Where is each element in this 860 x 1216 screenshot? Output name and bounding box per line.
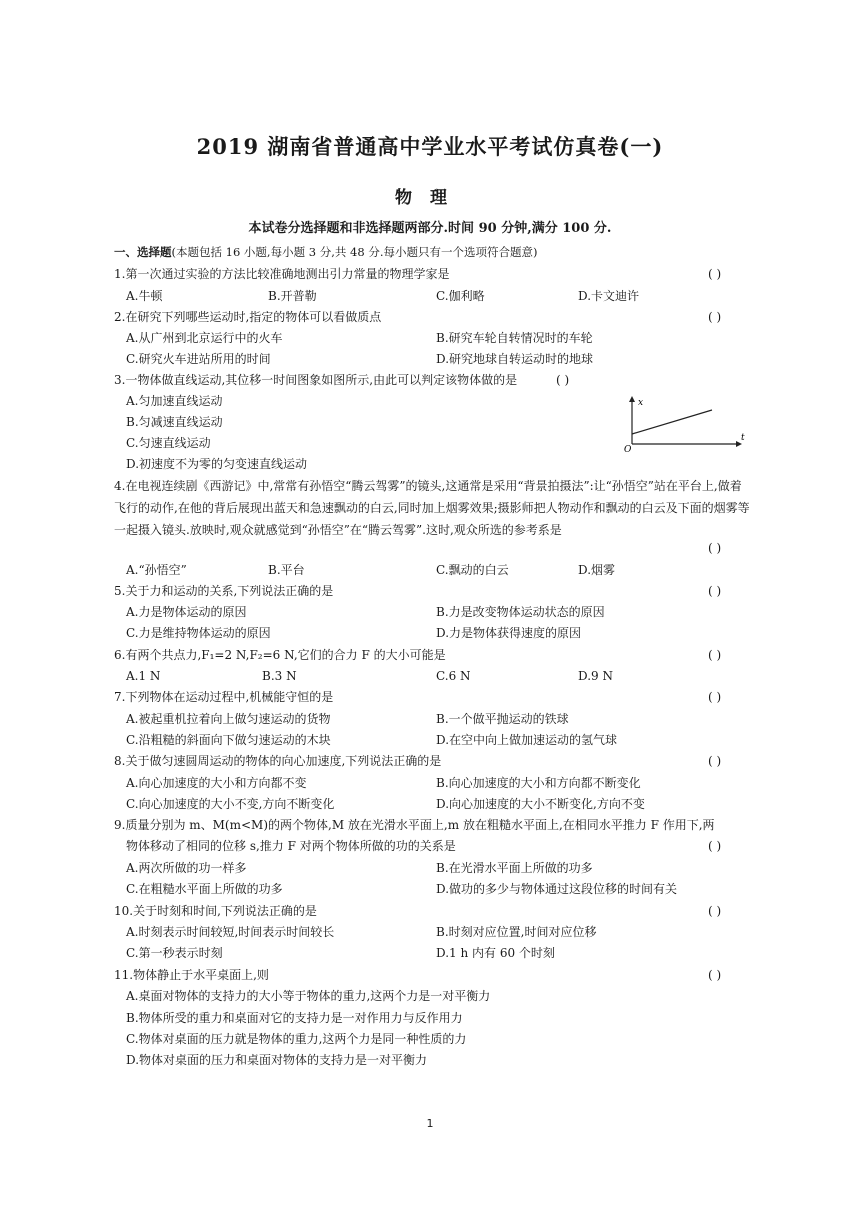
- graph-line: [632, 410, 712, 434]
- option: D.卡文迪许: [578, 289, 640, 303]
- option: A.被起重机拉着向上做匀速运动的货物: [126, 712, 331, 726]
- question-stem: 1.第一次通过实验的方法比较准确地测出引力常量的物理学家是: [114, 267, 450, 281]
- option: D.力是物体获得速度的原因: [436, 626, 582, 640]
- subject-title: 物理: [395, 188, 465, 208]
- option: C.第一秒表示时刻: [126, 946, 223, 960]
- option: C.力是维持物体运动的原因: [126, 626, 271, 640]
- option: A.向心加速度的大小和方向都不变: [126, 776, 307, 790]
- option: D.做功的多少与物体通过这段位移的时间有关: [436, 882, 678, 896]
- option: C.飘动的白云: [436, 563, 509, 577]
- option: C.伽利略: [436, 289, 485, 303]
- option: A.“孙悟空”: [126, 563, 187, 577]
- question-stem: 11.物体静止于水平桌面上,则: [114, 968, 269, 982]
- question-stem: 10.关于时刻和时间,下列说法正确的是: [114, 904, 317, 918]
- option: A.时刻表示时间较短,时间表示时间较长: [126, 925, 335, 939]
- option: B.研究车轮自转情况时的车轮: [436, 331, 593, 345]
- answer-bracket: ( ): [708, 839, 722, 853]
- option: A.力是物体运动的原因: [126, 605, 247, 619]
- option: C.6 N: [436, 669, 471, 683]
- answer-bracket: ( ): [556, 373, 570, 387]
- section-title: 一、选择题: [114, 245, 172, 259]
- answer-bracket: ( ): [708, 968, 722, 982]
- option: B.一个做平抛运动的铁球: [436, 712, 569, 726]
- option: B.物体所受的重力和桌面对它的支持力是一对作用力与反作用力: [126, 1011, 463, 1025]
- question-stem: 6.有两个共点力,F₁=2 N,F₂=6 N,它们的合力 F 的大小可能是: [114, 648, 446, 662]
- option: C.在粗糙水平面上所做的功多: [126, 882, 283, 896]
- option: D.物体对桌面的压力和桌面对物体的支持力是一对平衡力: [126, 1053, 428, 1067]
- option: D.研究地球自转运动时的地球: [436, 352, 594, 366]
- option: C.研究火车进站所用的时间: [126, 352, 271, 366]
- option: B.开普勒: [268, 289, 317, 303]
- question-stem: 5.关于力和运动的关系,下列说法正确的是: [114, 584, 334, 598]
- option: B.在光滑水平面上所做的功多: [436, 861, 593, 875]
- question-stem: 3.一物体做直线运动,其位移一时间图象如图所示,由此可以判定该物体做的是: [114, 373, 518, 387]
- option: D.初速度不为零的匀变速直线运动: [126, 457, 308, 471]
- answer-bracket: ( ): [708, 904, 722, 918]
- answer-bracket: ( ): [708, 648, 722, 662]
- y-axis-arrow: [629, 396, 635, 402]
- option: C.物体对桌面的压力就是物体的重力,这两个力是同一种性质的力: [126, 1032, 467, 1046]
- option: C.向心加速度的大小不变,方向不断变化: [126, 797, 335, 811]
- answer-bracket: ( ): [708, 584, 722, 598]
- position-time-graph: [618, 396, 748, 452]
- y-axis-label: x: [638, 398, 644, 408]
- option: D.在空中向上做加速运动的氢气球: [436, 733, 618, 747]
- question-stem: 8.关于做匀速圆周运动的物体的向心加速度,下列说法正确的是: [114, 754, 442, 768]
- question-stem: 2.在研究下列哪些运动时,指定的物体可以看做质点: [114, 310, 382, 324]
- option: A.1 N: [126, 669, 161, 683]
- question-stem: 4.在电视连续剧《西游记》中,常常有孙悟空“腾云驾雾”的镜头,这通常是采用“背景拍摄法”:让“孙悟空”站在平台上,做着飞行的动作,在他的背后展现出蓝天和急速飘动的白云,同时加上烟雾效果;摄影师把人物动作和飘动的白云及下面的烟雾等一起摄入镜头.放映时,观众就感觉到“孙悟空”在“腾云驾雾”.这时,观众所选的参考系是: [114, 479, 750, 537]
- section-note: (本题包括 16 小题,每小题 3 分,共 48 分.每小题只有一个选项符合题意): [171, 245, 538, 259]
- page-number: 1: [426, 1117, 434, 1130]
- option: A.从广州到北京运行中的火车: [126, 331, 283, 345]
- option: B.力是改变物体运动状态的原因: [436, 605, 605, 619]
- option: D.1 h 内有 60 个时刻: [436, 946, 555, 960]
- answer-bracket: ( ): [708, 310, 722, 324]
- answer-bracket: ( ): [708, 690, 722, 704]
- option: D.烟雾: [578, 563, 616, 577]
- option: C.匀速直线运动: [126, 436, 211, 450]
- option: B.向心加速度的大小和方向都不断变化: [436, 776, 641, 790]
- option: C.沿粗糙的斜面向下做匀速运动的木块: [126, 733, 331, 747]
- option: D.向心加速度的大小不断变化,方向不变: [436, 797, 645, 811]
- option: A.匀加速直线运动: [126, 394, 223, 408]
- option: A.桌面对物体的支持力的大小等于物体的重力,这两个力是一对平衡力: [126, 989, 491, 1003]
- question-stem: 9.质量分别为 m、M(m<M)的两个物体,M 放在光滑水平面上,m 放在粗糙水平面上,在相同水平推力 F 作用下,两: [114, 818, 715, 832]
- option: B.平台: [268, 563, 305, 577]
- section-heading: [114, 244, 537, 260]
- answer-bracket: ( ): [708, 541, 722, 555]
- x-axis-label: t: [741, 433, 745, 443]
- option: B.匀减速直线运动: [126, 415, 223, 429]
- exam-title: 2019 湖南省普通高中学业水平考试仿真卷(一): [196, 134, 664, 159]
- option: A.牛顿: [126, 289, 163, 303]
- option: A.两次所做的功一样多: [126, 861, 247, 875]
- option: B.3 N: [262, 669, 297, 683]
- option: B.时刻对应位置,时间对应位移: [436, 925, 597, 939]
- answer-bracket: ( ): [708, 267, 722, 281]
- origin-label: O: [624, 445, 632, 452]
- question-stem-continued: 物体移动了相同的位移 s,推力 F 对两个物体所做的功的关系是: [126, 839, 456, 853]
- answer-bracket: ( ): [708, 754, 722, 768]
- question-stem: 7.下列物体在运动过程中,机械能守恒的是: [114, 690, 334, 704]
- option: D.9 N: [578, 669, 613, 683]
- exam-info: 本试卷分选择题和非选择题两部分.时间 90 分钟,满分 100 分.: [248, 221, 612, 236]
